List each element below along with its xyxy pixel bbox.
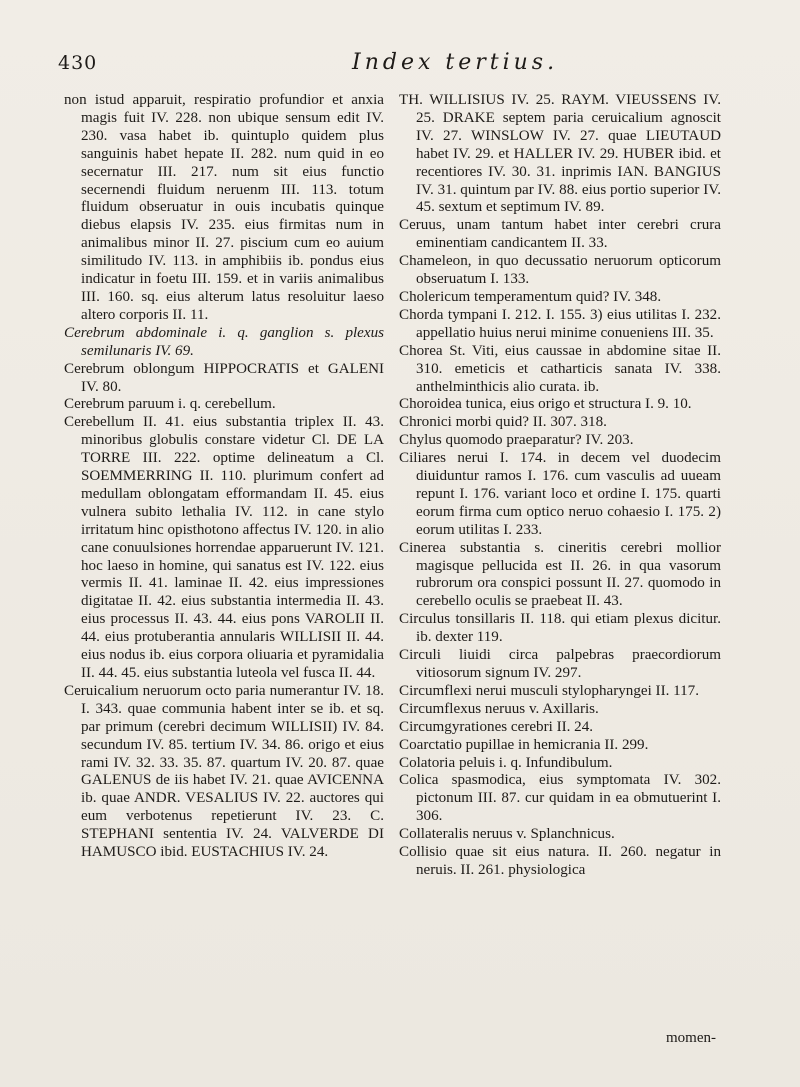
index-entry: Circumflexi nerui musculi stylopharyngei II. 117. [399,682,699,699]
index-entry: Choroidea tunica, eius origo et structura I. 9. 10. [399,396,692,413]
right-column [399,92,721,880]
index-entry: Chorda tympani I. 212. I. 155. 3) eius utilitas I. 232. appellatio huius nerui minime conueniens III. 35. [399,306,721,341]
index-entry: Circulus tonsillaris II. 118. qui etiam plexus dicitur. ib. dexter 119. [399,611,721,646]
index-entry: Collisio quae sit eius natura. II. 260. negatur in neruis. II. 261. physiologica [399,844,721,878]
index-entry: Chronici morbi quid? II. 307. 318. [399,414,607,431]
index-entry: Chameleon, in quo decussatio neruorum opticorum obseruatum I. 133. [399,253,721,288]
left-column [64,92,384,862]
index-entry: Ceruicalium neruorum octo paria numerantur IV. 18. I. 343. quae communia habent inter se ib. et sq. par primum (cerebri decimum WILLISII) IV. 84. secundum IV. 85. tertium IV. 34. 86. origo et eius rami IV. 32. 33. 35. 87. quartum IV. 20. 87. quae GALENUS de iis habet IV. 21. quae AVICENNA ib. quae ANDR. VESALIUS IV. 22. auctores qui eum verbotenus repetierunt IV. 23. C. STEPHANI sententia IV. 24. VALVERDE DI HAMUSCO ibid. EUSTACHIUS IV. 24. [64,682,384,861]
index-entry: Coarctatio pupillae in hemicrania II. 299. [399,736,649,753]
running-title: Index tertius. [352,50,559,75]
index-entry: Cerebrum paruum i. q. cerebellum. [64,396,276,413]
index-entry: Ciliares nerui I. 174. in decem vel duodecim diuiduntur ramos I. 176. cum vasculis ad uueam repunt I. 176. variant loco et ordine I. 175. quarti eorum firma cum optico neruo cohaesio I. 175. 2) eorum utilitas I. 233. [399,450,721,538]
index-entry: Cerebrum abdominale i. q. ganglion s. plexus semilunaris IV. 69. [64,324,384,359]
index-entry: TH. WILLISIUS IV. 25. RAYM. VIEUSSENS IV. 25. DRAKE septem paria ceruicalium agnoscit IV. 27. WINSLOW IV. 27. quae LIEUTAUD habet IV. 29. et HALLER IV. 29. HUBER ibid. et recentiores IV. 30. 31. inprimis IAN. BANGIUS IV. 31. quintum par IV. 88. eius portio superior IV. 45. sextum et septimum IV. 89. [399,92,721,216]
index-entry: non istud apparuit, respiratio profundior et anxia magis fuit IV. 228. non ubique sensum edit IV. 230. vasa habet ib. quintuplo quidem plus sanguinis habet hepate II. 282. num quid in eo secernatur III. 217. num sit eius functio secernendi fluidum neruenm III. 113. totum fluidum obseruatur in ouis incubatis quinque diebus elapsis IV. 235. eius firmitas num in animalibus minor II. 27. piscium cum eo auium similitudo IV. 113. in amphibiis ib. pondus eius indicatur in foetu III. 159. et in variis animalibus III. 160. sq. eius alterum latus resoluitur laeso altero corporis II. 11. [64,92,384,323]
index-entry: Cerebrum oblongum HIPPOCRATIS et GALENI IV. 80. [64,360,384,395]
index-entry: Circumflexus neruus v. Axillaris. [399,700,599,717]
index-entry: Circuli liuidi circa palpebras praecordiorum vitiosorum signum IV. 297. [399,647,721,681]
index-entry: Colatoria peluis i. q. Infundibulum. [399,754,613,771]
index-entry: Colica spasmodica, eius symptomata IV. 302. pictonum III. 87. cur quidam in ea obmutuerint I. 306. [399,772,721,825]
index-entry: Chorea St. Viti, eius caussae in abdomine sitae II. 310. emeticis et catharticis sanata IV. 338. anthelminthicis alio curata. ib. [399,342,721,395]
index-entry: Cinerea substantia s. cineritis cerebri mollior magisque pellucida est II. 26. in qua vasorum rubrorum ora conspici possunt II. 27. quomodo in cerebello oculis se praebeat II. 43. [399,539,721,610]
index-entry: Circumgyrationes cerebri II. 24. [399,718,594,735]
index-entry: Ceruus, unam tantum habet inter cerebri crura eminentiam candicantem II. 33. [399,217,721,252]
index-entry: Chylus quomodo praeparatur? IV. 203. [399,432,634,449]
catchword: momen- [666,1030,716,1046]
index-entry: Collateralis neruus v. Splanchnicus. [399,826,615,843]
page-number: 430 [58,52,98,74]
page-header [58,52,718,86]
index-entry: Cerebellum II. 41. eius substantia triplex II. 43. minoribus globulis constare videtur Cl. DE LA TORRE III. 222. optime delineatum a Cl. SOEMMERRING II. 110. plurimum confert ad medullam oblongatam efformandam II. 45. eius vulnera subito lethalia IV. 112. in cane stylo irritatum hinc opisthotono affectus IV. 120. in alio cane conuulsiones horrendae apparuerunt IV. 121. hoc laeso in homine, qui sanatus est IV. 122. eius vermis II. 41. laminae II. 42. eius impressiones digitatae II. 42. eius substantia intermedia II. 43. eius processus II. 43. 44. eius pons VAROLII II. 44. eius protuberantia annularis WILLISII II. 44. eius nodus ib. eius corpora oliuaria et pyramidalia II. 44. 45. eius substantia luteola vel fusca II. 44. [64,414,384,681]
index-entry: Cholericum temperamentum quid? IV. 348. [399,288,662,305]
